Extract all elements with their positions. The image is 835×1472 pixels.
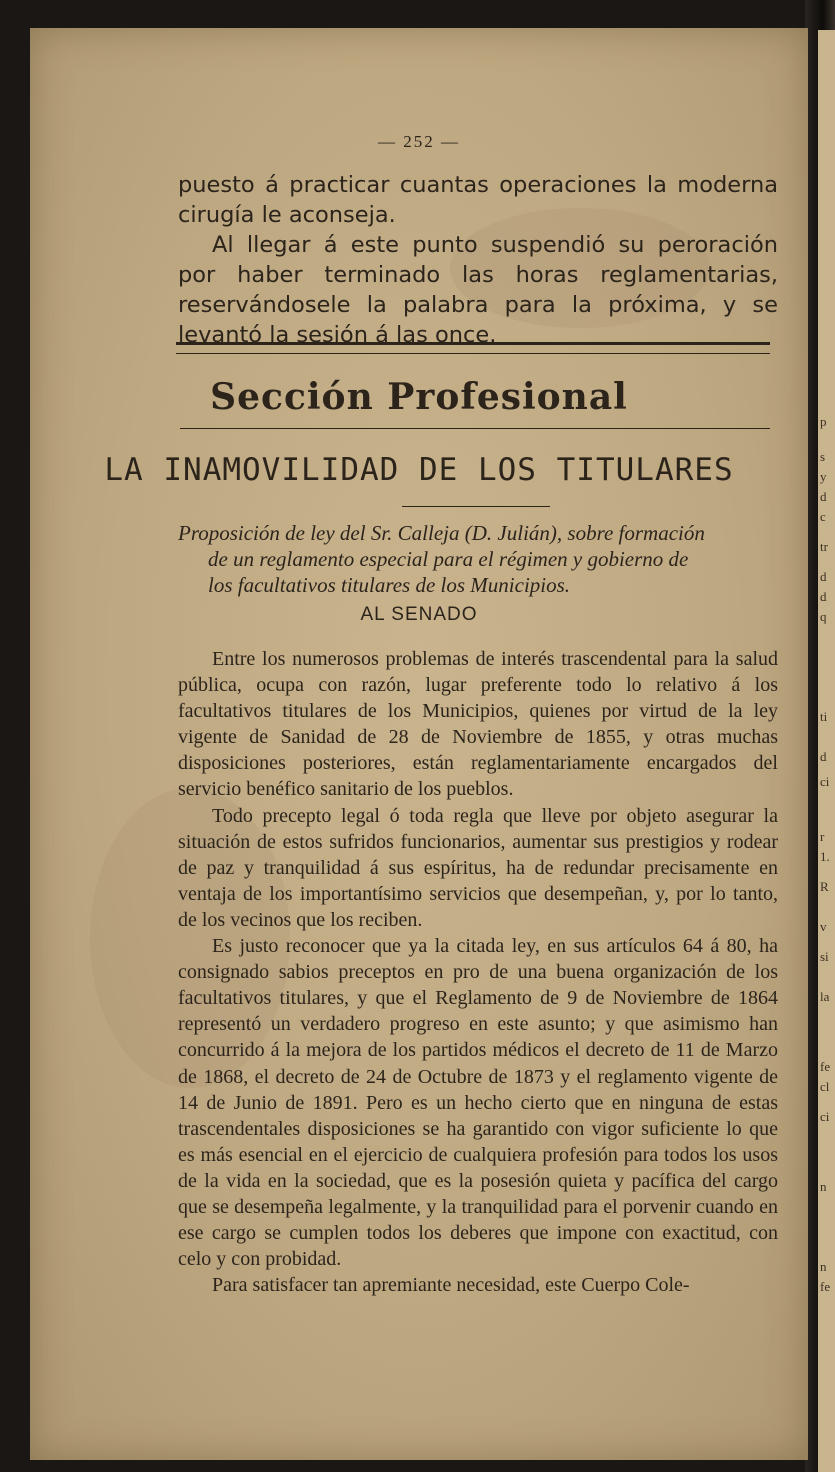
adjacent-page-fragment: R xyxy=(820,879,829,894)
paragraph: Entre los numerosos problemas de interés trascendental para la salud pública, ocupa con razón, lugar preferente todo lo relativo á los facultativos titulares de los Municipios, quienes por virtud de la ley vigente de Sanidad de 28 de Noviembre de 1855, y otras muchas disposiciones posteriores, están reglamentariamente encargados del servicio benéfico sanitario de los pueblos. xyxy=(178,648,778,801)
adjacent-page-fragment: ci xyxy=(820,774,830,789)
paragraph: puesto á practicar cuantas operaciones la moderna cirugía le aconseja. xyxy=(178,172,778,228)
page-number: — 252 — xyxy=(378,132,460,151)
adjacent-page-fragment: cl xyxy=(820,1079,830,1094)
adjacent-page-fragment: n xyxy=(820,1179,827,1194)
addressee-heading: AL SENADO xyxy=(360,604,478,625)
adjacent-page-fragment: y xyxy=(820,469,827,484)
paragraph: Todo precepto legal ó toda regla que lleve por objeto asegurar la situación de estos sufridos funcionarios, aumentar sus prestigios y rodear de paz y tranquilidad á sus espíritus, ha de redundar precisamente en ventaja de los importantísimo servicios que desempeñan, y, por lo tanto, de los vecinos que los reciben. xyxy=(178,804,778,931)
adjacent-page-fragment: d xyxy=(820,749,827,764)
adjacent-page-fragment: ci xyxy=(820,1109,830,1124)
adjacent-page-fragment: fe xyxy=(820,1059,831,1074)
paragraph: Es justo reconocer que ya la citada ley, en sus artículos 64 á 80, ha consignado sabios preceptos en pro de una buena organización de los facultativos titulares, y que el Reglamento de 9 de Noviembre de 1864 representó un verdadero progreso en este asunto; y que asimismo han concurrido á la mejora de los partidos médicos el decreto de 11 de Marzo de 1868, el decreto de 24 de Octubre de 1873 y el reglamento vigente de 14 de Junio de 1891. Pero es un hecho cierto que en ninguna de estas trascendentales disposiciones se ha garantido con vigor suficiente lo que es más esencial en el ejercicio de cualquiera profesión para todos los usos de la vida en la sociedad, que es la posesión quieta y pacífica del cargo que se desempeña legalmente, y la tranquilidad para el porvenir cuando en ese cargo se cumplen todos los deberes que impone con exactitud, con celo y con probidad. xyxy=(178,935,778,1271)
adjacent-page-fragment: d xyxy=(820,569,827,584)
adjacent-page-fragment: v xyxy=(820,919,827,934)
adjacent-page-fragment: d xyxy=(820,589,827,604)
adjacent-page-fragment: q xyxy=(820,609,827,624)
adjacent-page-fragment: r xyxy=(820,829,825,844)
document-page xyxy=(30,28,808,1460)
adjacent-page-fragment: s xyxy=(820,449,826,464)
short-divider xyxy=(402,506,550,507)
adjacent-page-fragment: ti xyxy=(820,709,828,724)
adjacent-page-fragment: p xyxy=(820,414,827,429)
adjacent-page-fragment: d xyxy=(820,489,827,504)
adjacent-page-fragment: si xyxy=(820,949,829,964)
adjacent-page-fragment: n xyxy=(820,1259,827,1274)
subtitle-line: los facultativos titulares de los Municipios. xyxy=(208,573,571,597)
title-underline xyxy=(180,428,770,429)
subtitle-line: de un reglamento especial para el régimen y gobierno de xyxy=(208,547,689,571)
adjacent-page-fragment: la xyxy=(820,989,830,1004)
adjacent-page-fragment: tr xyxy=(820,539,828,554)
adjacent-page-fragment: 1. xyxy=(820,849,830,864)
article-subtitle xyxy=(178,520,778,598)
adjacent-page-edge xyxy=(818,30,835,1472)
paragraph: Al llegar á este punto suspendió su peroración por haber terminado las horas reglamentarias, reservándosele la palabra para la próxima, y se levantó la sesión á las once. xyxy=(178,232,778,348)
adjacent-page-fragment: c xyxy=(820,509,826,524)
section-title: Sección Profesional xyxy=(210,376,628,418)
article-body xyxy=(178,646,778,1298)
paragraph: Para satisfacer tan apremiante necesidad, este Cuerpo Cole- xyxy=(212,1274,690,1297)
adjacent-page-fragment: fe xyxy=(820,1279,831,1294)
article-title: LA INAMOVILIDAD DE LOS TITULARES xyxy=(104,452,734,488)
section-divider xyxy=(176,342,770,354)
continued-text xyxy=(178,170,778,350)
subtitle-line: Proposición de ley del Sr. Calleja (D. Julián), sobre formación xyxy=(178,521,705,545)
